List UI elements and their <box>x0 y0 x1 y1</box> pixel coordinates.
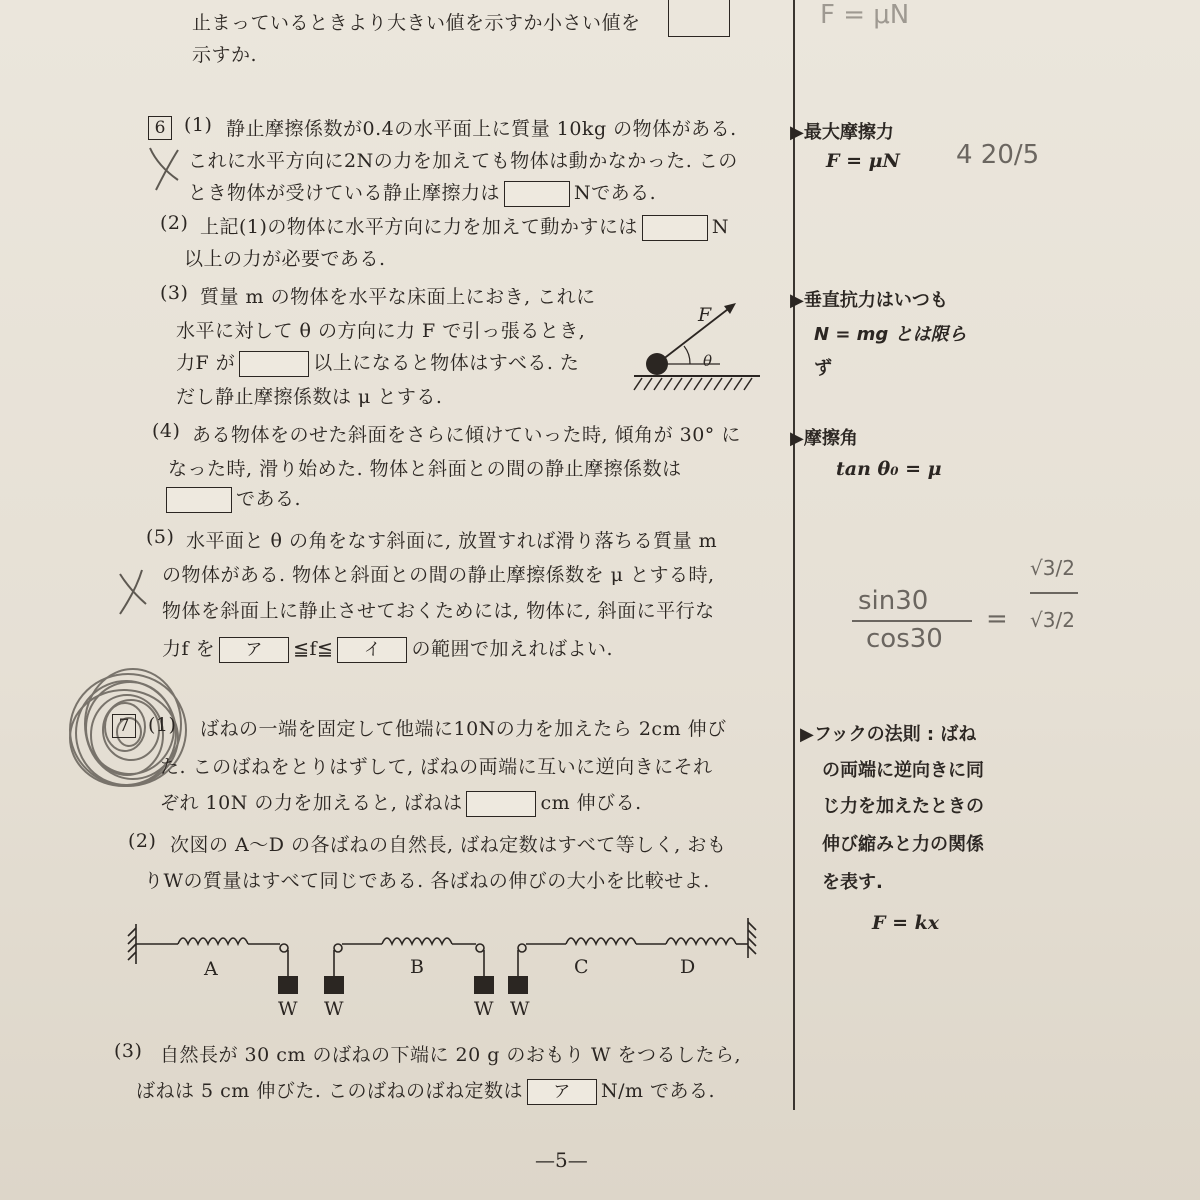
q6-3-fig-F: F <box>698 304 712 326</box>
spring-label-D: D <box>680 956 696 978</box>
question-6-number: 6 <box>148 116 172 140</box>
sidebar-hooke-head: ▶フックの法則 : ばね <box>800 724 977 745</box>
q6-4-line-1: ある物体をのせた斜面をさらに傾けていった時, 傾角が 30° に <box>192 424 741 446</box>
q6-4-text: である. <box>236 488 302 510</box>
q6-5-text-b: ≦f≦ <box>293 638 334 660</box>
q6-2-line-2: 以上の力が必要である. <box>184 248 386 270</box>
handwritten-cos30: cos30 <box>866 624 943 654</box>
sidebar-normal-force-line-3: ず <box>814 358 832 379</box>
spring-label-A: A <box>204 958 219 980</box>
q7-1-line-2: た. このばねをとりはずして, ばねの両端に互いに逆向きにそれ <box>160 756 713 778</box>
q6-1-line-2: これに水平方向に2Nの力を加えても物体は動かなかった. この <box>188 150 738 172</box>
q6-5-answer-box-a[interactable]: ア <box>219 637 289 663</box>
q7-1-label: (1) <box>148 714 177 736</box>
sidebar-max-friction-formula: F = μN <box>826 150 900 172</box>
q7-2-line-1: 次図の A～D の各ばねの自然長, ばね定数はすべて等しく, おも <box>170 834 727 856</box>
handwritten-frac-bottom: √3/2 <box>1030 608 1075 632</box>
weight-label-2: W <box>324 998 345 1020</box>
q6-1-label: (1) <box>184 114 213 136</box>
q6-5-label: (5) <box>146 526 175 548</box>
q6-5-answer-box-i[interactable]: イ <box>337 637 407 663</box>
q7-2-label: (2) <box>128 830 157 852</box>
q6-3-label: (3) <box>160 282 189 304</box>
sidebar-max-friction-head: ▶最大摩擦力 <box>790 122 894 143</box>
handwritten-top-right: F = μN <box>820 0 910 30</box>
q7-1-text-a: ぞれ 10N の力を加えると, ばねは <box>160 792 463 814</box>
q6-5-line-2: の物体がある. 物体と斜面との間の静止摩擦係数を μ とする時, <box>162 564 715 586</box>
sidebar-hooke-line-4: 伸び縮みと力の関係 <box>822 834 984 855</box>
q6-2-text-a: 上記(1)の物体に水平方向に力を加えて動かすには <box>200 216 638 238</box>
question-7-number: 7 <box>112 714 136 738</box>
q6-1-line-1: 静止摩擦係数が0.4の水平面上に質量 10kg の物体がある. <box>226 118 737 140</box>
page-number: —5— <box>535 1148 588 1172</box>
handwritten-sin30: sin30 <box>858 586 929 616</box>
q7-3-text-a: ばねは 5 cm 伸びた. このばねのばね定数は <box>136 1080 523 1102</box>
q7-3-line-1: 自然長が 30 cm のばねの下端に 20 g のおもり W をつるしたら, <box>160 1044 742 1066</box>
q7-1-text-b: cm 伸びる. <box>540 792 642 814</box>
q6-3-fig-theta: θ <box>703 352 713 370</box>
q6-3-text-b: 以上になると物体はすべる. た <box>313 352 580 374</box>
q7-3-label: (3) <box>114 1040 143 1062</box>
spring-label-B: B <box>410 956 425 978</box>
sidebar-friction-angle-head: ▶摩擦角 <box>790 428 858 449</box>
q6-5-text-a: 力f を <box>162 638 216 660</box>
q6-5-line-1: 水平面と θ の角をなす斜面に, 放置すれば滑り落ちる質量 m <box>186 530 718 552</box>
q7-3-answer-box[interactable]: ア <box>527 1079 597 1105</box>
intro-line-1: 止まっているときより大きい値を示すか小さい値を <box>192 12 641 34</box>
sidebar-hooke-line-3: じ力を加えたときの <box>822 796 984 817</box>
intro-line-2: 示すか. <box>192 44 258 66</box>
q6-3-line-4: だし静止摩擦係数は μ とする. <box>176 386 443 408</box>
q6-4-label: (4) <box>152 420 181 442</box>
q7-3-text-b: N/m である. <box>600 1080 716 1102</box>
sidebar-hooke-line-5: を表す. <box>822 872 883 893</box>
weight-label-3: W <box>474 998 495 1020</box>
handwritten-equals: = <box>986 604 1008 634</box>
q7-2-line-2: りWの質量はすべて同じである. 各ばねの伸びの大小を比較せよ. <box>144 870 710 892</box>
weight-label-4: W <box>510 998 531 1020</box>
weight-label-1: W <box>278 998 299 1020</box>
q6-5-line-3: 物体を斜面上に静止させておくためには, 物体に, 斜面に平行な <box>162 600 715 622</box>
sidebar-hooke-formula: F = kx <box>872 912 940 934</box>
sidebar-hooke-line-2: の両端に逆向きに同 <box>822 760 984 781</box>
handwritten-max-friction-note: 4 20/5 <box>956 140 1040 170</box>
q6-4-line-2: なった時, 滑り始めた. 物体と斜面との間の静止摩擦係数は <box>168 458 682 480</box>
q6-3-text-a: 力F が <box>176 352 236 374</box>
q7-1-line-1: ばねの一端を固定して他端に10Nの力を加えたら 2cm 伸び <box>200 718 727 740</box>
q6-5-text-c: の範囲で加えればよい. <box>411 638 613 660</box>
sidebar-normal-force-line-2: N = mg とは限ら <box>814 324 967 345</box>
q6-2-label: (2) <box>160 212 189 234</box>
q6-3-line-2: 水平に対して θ の方向に力 F で引っ張るとき, <box>176 320 586 342</box>
q6-1-text-a: とき物体が受けている静止摩擦力は <box>188 182 501 204</box>
sidebar-normal-force-head: ▶垂直抗力はいつも <box>790 290 948 311</box>
q6-2-text-b: N <box>711 216 730 238</box>
q6-1-text-b: Nである. <box>574 182 657 204</box>
spring-label-C: C <box>574 956 590 978</box>
handwritten-frac-top: √3/2 <box>1030 556 1075 580</box>
sidebar-friction-angle-formula: tan θ₀ = μ <box>836 458 942 480</box>
q6-3-line-1: 質量 m の物体を水平な床面上におき, これに <box>200 286 596 308</box>
